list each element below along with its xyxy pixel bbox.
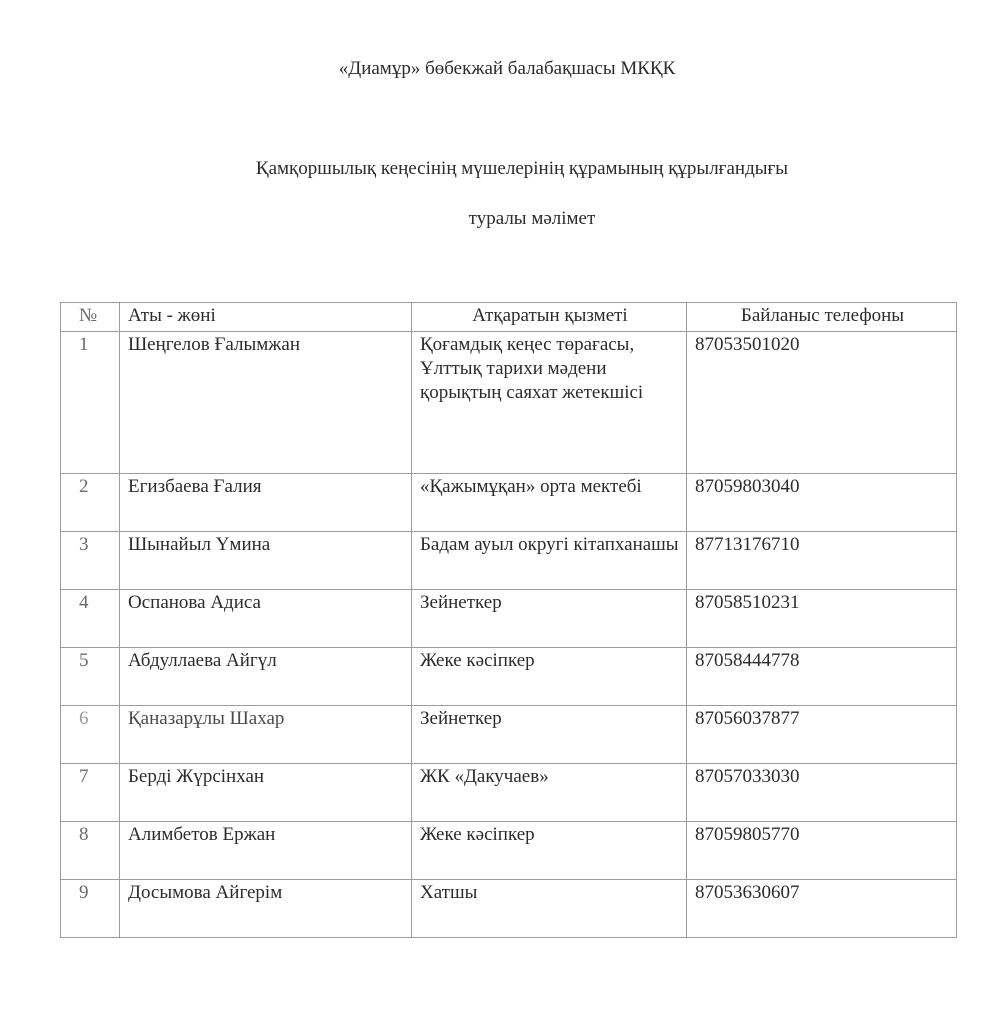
- table-row: [61, 706, 957, 764]
- document-title-line1: Қамқоршылық кеңесінің мүшелерінің құрамының құрылғандығы: [255, 158, 789, 179]
- member-name: Берді Жүрсінхан: [120, 764, 412, 822]
- member-name: Алимбетов Ержан: [120, 822, 412, 880]
- row-number: 8: [61, 822, 120, 880]
- table-row: [61, 532, 957, 590]
- member-position: Қоғамдық кеңес төрағасы, Ұлттық тарихи мәдени қорықтың саяхат жетекшісі: [412, 332, 687, 474]
- member-phone: 87059803040: [687, 474, 957, 532]
- row-number: 3: [61, 532, 120, 590]
- row-number: 4: [61, 590, 120, 648]
- column-header-number: №: [61, 303, 120, 332]
- table-row: [61, 764, 957, 822]
- member-name: Қаназарұлы Шахар: [120, 706, 412, 764]
- member-name: Досымова Айгерім: [120, 880, 412, 938]
- member-name: Егизбаева Ғалия: [120, 474, 412, 532]
- member-phone: 87057033030: [687, 764, 957, 822]
- column-header-position: Атқаратын қызметі: [412, 303, 687, 332]
- member-phone: 87059805770: [687, 822, 957, 880]
- member-name: Абдуллаева Айгүл: [120, 648, 412, 706]
- table-row: [61, 590, 957, 648]
- table-row: [61, 332, 957, 474]
- row-number: 1: [61, 332, 120, 474]
- row-number: 7: [61, 764, 120, 822]
- member-position: Жеке кәсіпкер: [412, 648, 687, 706]
- member-name: Шеңгелов Ғалымжан: [120, 332, 412, 474]
- member-phone: 87056037877: [687, 706, 957, 764]
- member-name: Шынайыл Үмина: [120, 532, 412, 590]
- member-phone: 87058444778: [687, 648, 957, 706]
- row-number: 9: [61, 880, 120, 938]
- member-name: Оспанова Адиса: [120, 590, 412, 648]
- member-phone: 87058510231: [687, 590, 957, 648]
- members-table: [60, 302, 957, 938]
- table-header-row: [61, 303, 957, 332]
- member-phone: 87053630607: [687, 880, 957, 938]
- row-number: 5: [61, 648, 120, 706]
- member-position: ЖК «Дакучаев»: [412, 764, 687, 822]
- table-row: [61, 648, 957, 706]
- member-position: Зейнеткер: [412, 590, 687, 648]
- member-position: Зейнеткер: [412, 706, 687, 764]
- table-row: [61, 822, 957, 880]
- member-position: Хатшы: [412, 880, 687, 938]
- column-header-name: Аты - жөні: [120, 303, 412, 332]
- row-number: 2: [61, 474, 120, 532]
- member-phone: 87713176710: [687, 532, 957, 590]
- member-position: «Қажымұқан» орта мектебі: [412, 474, 687, 532]
- row-number: 6: [61, 706, 120, 764]
- organization-name: «Диамұр» бөбекжай балабақшасы МКҚК: [338, 58, 676, 79]
- table-row: [61, 474, 957, 532]
- member-position: Жеке кәсіпкер: [412, 822, 687, 880]
- member-position: Бадам ауыл округі кітапханашы: [412, 532, 687, 590]
- table-row: [61, 880, 957, 938]
- column-header-phone: Байланыс телефоны: [687, 303, 957, 332]
- member-phone: 87053501020: [687, 332, 957, 474]
- document-title-line2: туралы мәлімет: [468, 208, 596, 229]
